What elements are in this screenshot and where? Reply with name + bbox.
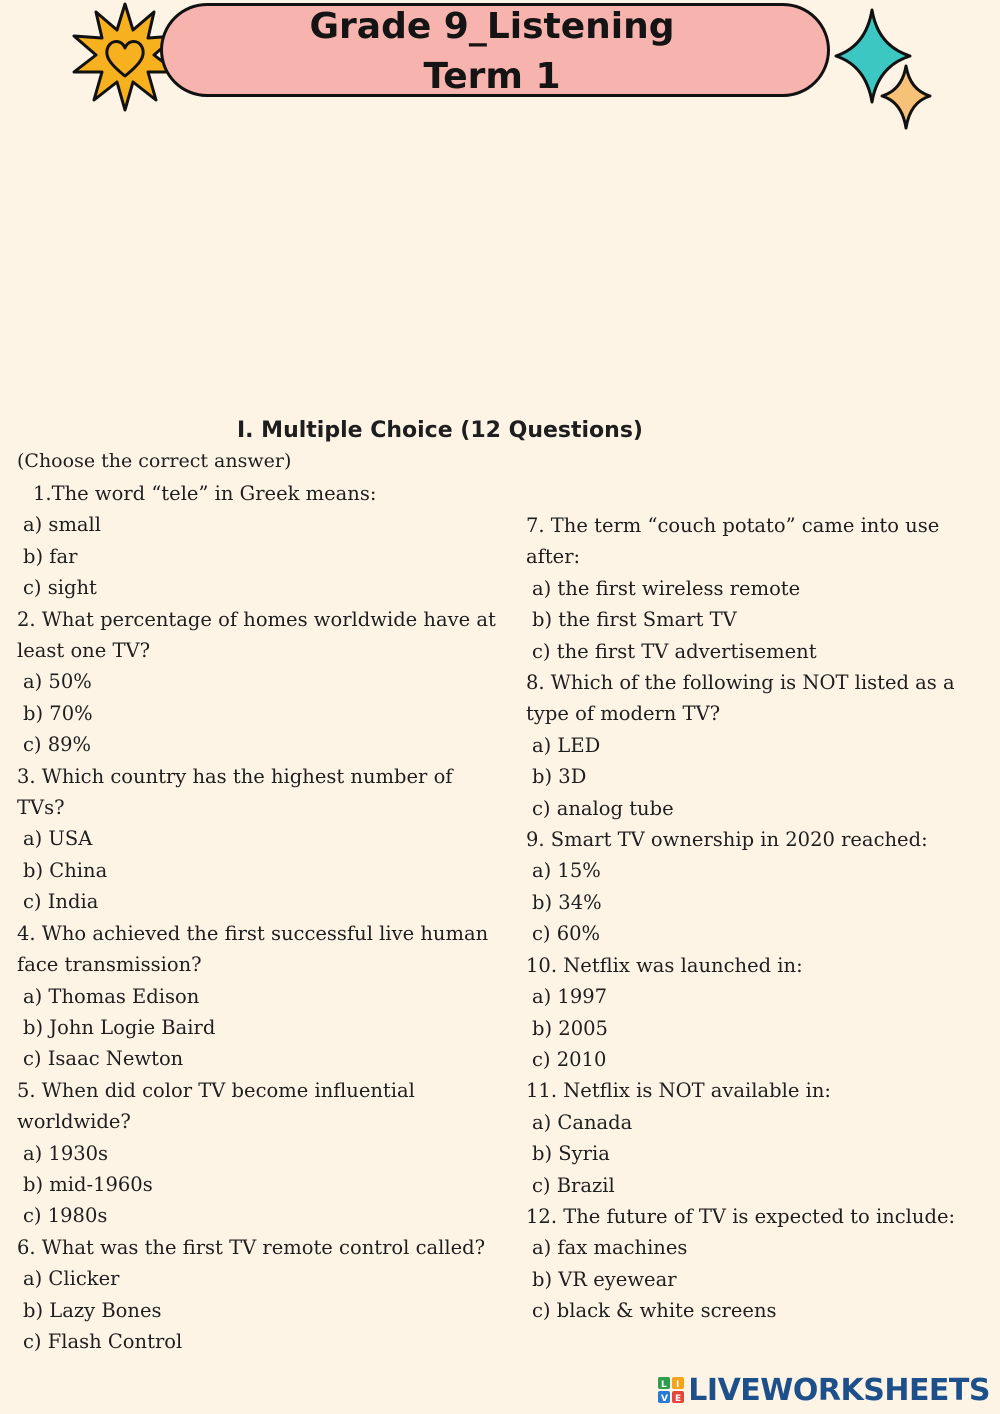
page-subtitle: Term 1 <box>423 56 561 97</box>
page-title: Grade 9_Listening <box>309 6 675 47</box>
answer-option[interactable]: b) 34% <box>532 890 602 914</box>
answer-option[interactable]: b) 2005 <box>532 1016 608 1040</box>
answer-option[interactable]: b) Lazy Bones <box>23 1298 162 1322</box>
question-text: 1.The word “tele” in Greek means: <box>33 482 377 505</box>
answer-option[interactable]: a) small <box>23 513 102 537</box>
svg-text:V: V <box>661 1394 669 1403</box>
question-block <box>526 667 976 824</box>
answer-option[interactable]: b) mid-1960s <box>23 1172 153 1196</box>
question-block <box>17 1075 497 1232</box>
question-text: 7. The term “couch potato” came into use after: <box>526 514 940 569</box>
logo-text: LIVEWORKSHEETS <box>688 1372 990 1408</box>
question-block <box>17 604 497 761</box>
question-text: 8. Which of the following is NOT listed as a type of modern TV? <box>526 671 955 726</box>
question-block <box>17 1232 497 1358</box>
liveworksheets-logo[interactable] <box>658 1372 990 1408</box>
answer-option[interactable]: b) China <box>23 858 108 882</box>
answer-option[interactable]: b) Syria <box>532 1142 610 1166</box>
section-title: I. Multiple Choice (12 Questions) <box>236 418 643 443</box>
answer-option[interactable]: c) India <box>23 890 99 914</box>
liveworksheets-mark-icon <box>658 1377 684 1403</box>
answer-option[interactable]: a) Clicker <box>23 1267 120 1291</box>
question-column-right <box>526 510 976 1327</box>
answer-option[interactable]: a) LED <box>532 733 601 757</box>
answer-option[interactable]: c) 1980s <box>23 1204 108 1228</box>
question-block <box>526 510 976 667</box>
question-text: 5. When did color TV become influential worldwide? <box>17 1078 415 1134</box>
svg-text:L: L <box>661 1380 668 1390</box>
sparkle-stars-icon <box>832 8 942 138</box>
answer-option[interactable]: a) 15% <box>532 859 601 883</box>
answer-option[interactable]: a) 1997 <box>532 985 608 1009</box>
question-text: 2. What percentage of homes worldwide have at least one TV? <box>17 607 496 663</box>
answer-option[interactable]: a) the first wireless remote <box>532 576 801 600</box>
question-text: 3. Which country has the highest number of TVs? <box>17 764 453 820</box>
answer-option[interactable]: a) fax machines <box>532 1236 688 1260</box>
question-column-left <box>17 478 497 1357</box>
answer-option[interactable]: a) Thomas Edison <box>23 984 200 1008</box>
answer-option[interactable]: b) VR eyewear <box>532 1267 677 1291</box>
question-block <box>526 824 976 950</box>
answer-option[interactable]: b) 3D <box>532 765 587 789</box>
answer-option[interactable]: b) the first Smart TV <box>532 608 737 632</box>
answer-option[interactable]: b) far <box>23 544 78 568</box>
question-text: 10. Netflix was launched in: <box>526 953 803 977</box>
answer-option[interactable]: c) 89% <box>23 733 92 757</box>
question-text: 6. What was the first TV remote control called? <box>17 1235 486 1259</box>
question-block <box>526 1075 976 1201</box>
svg-text:E: E <box>675 1394 682 1403</box>
question-block <box>17 478 497 604</box>
answer-option[interactable]: a) USA <box>23 827 93 851</box>
answer-option[interactable]: c) Brazil <box>532 1173 615 1197</box>
question-block <box>17 761 497 918</box>
answer-option[interactable]: a) 50% <box>23 670 92 694</box>
answer-option[interactable]: c) the first TV advertisement <box>532 639 817 663</box>
answer-option[interactable]: a) Canada <box>532 1110 633 1134</box>
question-text: 12. The future of TV is expected to include: <box>526 1204 956 1228</box>
question-text: 4. Who achieved the first successful live human face transmission? <box>17 921 489 977</box>
answer-option[interactable]: c) Isaac Newton <box>23 1047 184 1071</box>
question-block <box>526 1201 976 1327</box>
answer-option[interactable]: c) black & white screens <box>532 1299 777 1323</box>
answer-option[interactable]: c) Flash Control <box>23 1329 183 1353</box>
svg-text:I: I <box>676 1380 680 1390</box>
answer-option[interactable]: c) sight <box>23 576 97 600</box>
question-text: 9. Smart TV ownership in 2020 reached: <box>526 828 928 852</box>
answer-option[interactable]: c) 60% <box>532 922 601 946</box>
answer-option[interactable]: c) 2010 <box>532 1047 607 1071</box>
question-block <box>526 950 976 1076</box>
instruction-text: (Choose the correct answer) <box>17 450 292 472</box>
answer-option[interactable]: b) John Logie Baird <box>23 1015 216 1039</box>
answer-option[interactable]: c) analog tube <box>532 796 674 820</box>
question-text: 11. Netflix is NOT available in: <box>526 1079 831 1103</box>
answer-option[interactable]: b) 70% <box>23 701 93 725</box>
answer-option[interactable]: a) 1930s <box>23 1141 109 1165</box>
question-block <box>17 918 497 1075</box>
